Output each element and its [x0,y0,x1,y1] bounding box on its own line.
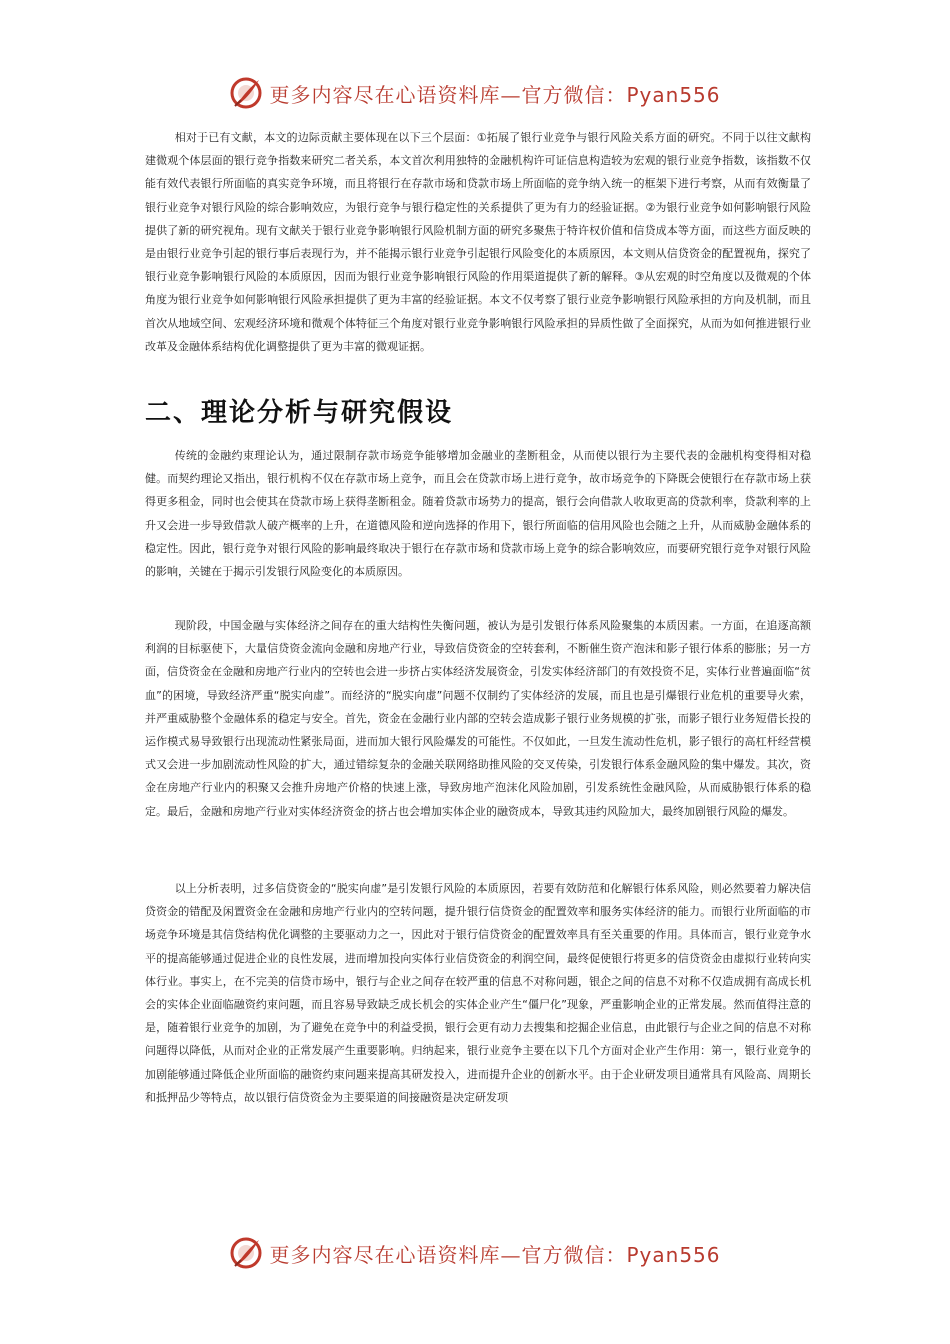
watermark-text: 更多内容尽在心语资料库—官方微信：Pyan556 [269,1242,721,1267]
paragraph-contributions [145,126,811,358]
watermark-text: 更多内容尽在心语资料库—官方微信：Pyan556 [269,82,721,107]
feather-pen-logo-icon [229,1236,263,1270]
paragraph-text: 相对于已有文献，本文的边际贡献主要体现在以下三个层面：①拓展了银行业竞争与银行风险关系方面的研究。不同于以往文献构建微观个体层面的银行竞争指数来研究二者关系，本文首次利用独特的金融机构许可证信息构造较为宏观的银行业竞争指数，该指数不仅能有效代表银行所面临的真实竞争环境，而且将银行在存款市场和贷款市场上所面临的竞争纳入统一的框架下进行考察，从而有效衡量了银行业竞争对银行风险的综合影响效应，为银行竞争与银行稳定性的关系提供了更为有力的经验证据。②为银行业竞争如何影响银行风险提供了新的研究视角。现有文献关于银行业竞争影响银行风险机制方面的研究多聚焦于特许权价值和信贷成本等方面，而这些方面反映的是由银行业竞争引起的银行事后表现行为，并不能揭示银行业竞争引起银行风险变化的本质原因，本文则从信贷资金的配置视角，探究了银行业竞争影响银行风险的本质原因，因而为银行业竞争影响银行风险的作用渠道提供了新的解释。③从宏观的时空角度以及微观的个体角度为银行业竞争如何影响银行风险承担提供了更为丰富的经验证据。本文不仅考察了银行业竞争影响银行风险承担的方向及机制，而且首次从地域空间、宏观经济环境和微观个体特征三个角度对银行业竞争影响银行风险承担的异质性做了全面探究，从而为如何推进银行业改革及金融体系结构优化调整提供了更为丰富的微观证据。 [145,131,811,353]
paragraph-structural-imbalance [145,614,811,823]
paragraph-text: 以上分析表明，过多信贷资金的“脱实向虚”是引发银行风险的本质原因，若要有效防范和化解银行体系风险，则必然要着力解决信贷资金的错配及闲置资金在金融和房地产行业内的空转问题，提升银行信贷资金的配置效率和服务实体经济的能力。而银行业所面临的市场竞争环境是其信贷结构优化调整的主要驱动力之一，因此对于银行信贷资金的配置效率具有至关重要的作用。具体而言，银行业竞争水平的提高能够通过促进企业的良性发展，进而增加投向实体行业信贷资金的利润空间，最终促使银行将更多的信贷资金由虚拟行业转向实体行业。事实上，在不完美的信贷市场中，银行与企业之间存在较严重的信息不对称问题，银企之间的信息不对称不仅造成拥有高成长机会的实体企业面临融资约束问题，而且容易导致缺乏成长机会的实体企业产生“僵尸化”现象，严重影响企业的正常发展。然而值得注意的是，随着银行业竞争的加剧，为了避免在竞争中的利益受损，银行会更有动力去搜集和挖掘企业信息，由此银行与企业之间的信息不对称问题得以降低，从而对企业的正常发展产生重要影响。归纳起来，银行业竞争主要在以下几个方面对企业产生作用：第一，银行业竞争的加剧能够通过降低企业所面临的融资约束问题来提高其研发投入，进而提升企业的创新水平。由于企业研发项目通常具有风险高、周期长和抵押品少等特点，故以银行信贷资金为主要渠道的间接融资是决定研发项 [145,882,811,1104]
feather-pen-logo-icon [229,76,263,110]
footer-watermark-banner [0,1233,950,1273]
section-heading: 二、理论分析与研究假设 [145,398,454,428]
paragraph-text: 现阶段，中国金融与实体经济之间存在的重大结构性失衡问题，被认为是引发银行体系风险聚集的本质因素。一方面，在追逐高额利润的目标驱使下，大量信贷资金流向金融和房地产行业，导致信贷资金的空转套利，不断催生资产泡沫和影子银行体系的膨胀；另一方面，信贷资金在金融和房地产行业内的空转也会进一步挤占实体经济发展资金，引发实体经济部门的有效投资不足，实体行业普遍面临“贫血”的困境，导致经济严重“脱实向虚”。而经济的“脱实向虚”问题不仅制约了实体经济的发展，而且也是引爆银行业危机的重要导火索，并严重威胁整个金融体系的稳定与安全。首先，资金在金融行业内部的空转会造成影子银行业务规模的扩张，而影子银行业务短借长投的运作模式易导致银行出现流动性紧张局面，进而加大银行风险爆发的可能性。不仅如此，一旦发生流动性危机，影子银行的高杠杆经营模式又会进一步加剧流动性风险的扩大，通过错综复杂的金融关联网络助推风险的交叉传染，引发银行体系金融风险的集中爆发。其次，资金在房地产行业内的积聚又会推升房地产价格的快速上涨，导致房地产泡沫化风险加剧，引发系统性金融风险，从而威胁银行体系的稳定。最后，金融和房地产行业对实体经济资金的挤占也会增加实体企业的融资成本，导致其违约风险加大，最终加剧银行风险的爆发。 [145,619,811,818]
paragraph-financial-restraint [145,444,811,583]
paragraph-analysis-summary [145,877,811,1109]
paragraph-text: 传统的金融约束理论认为，通过限制存款市场竞争能够增加金融业的垄断租金，从而使以银行为主要代表的金融机构变得相对稳健。而契约理论又指出，银行机构不仅在存款市场上竞争，而且会在贷款市场上进行竞争，故市场竞争的下降既会使银行在存款市场上获得更多租金，同时也会使其在贷款市场上获得垄断租金。随着贷款市场势力的提高，银行会向借款人收取更高的贷款利率，贷款利率的上升又会进一步导致借款人破产概率的上升，在道德风险和逆向选择的作用下，银行所面临的信用风险也会随之上升，从而威胁金融体系的稳定性。因此，银行竞争对银行风险的影响最终取决于银行在存款市场和贷款市场上竞争的综合影响效应，而要研究银行竞争对银行风险的影响，关键在于揭示引发银行风险变化的本质原因。 [145,449,811,579]
header-watermark-banner [0,73,950,113]
